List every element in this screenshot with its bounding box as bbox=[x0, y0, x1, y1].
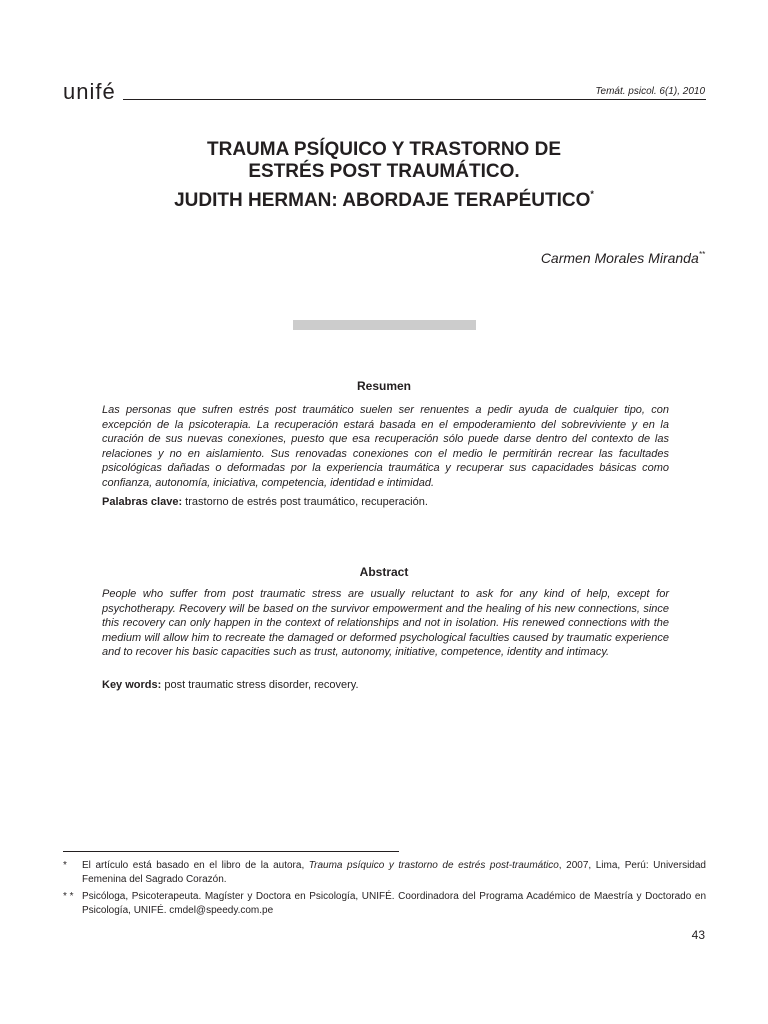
title-line-1: TRAUMA PSÍQUICO Y TRASTORNO DE bbox=[207, 139, 561, 160]
footnote-1-mark: * bbox=[63, 860, 67, 871]
footnote-1-book-title: Trauma psíquico y trastorno de estrés post-traumático bbox=[308, 860, 559, 871]
footnote-2-text: Psicóloga, Psicoterapeuta. Magíster y Doctora en Psicología, UNIFÉ. Coordinadora del Programa Académico de Maestría y Doctorado en Psicología, UNIFÉ. cmdel@speedy.com.pe bbox=[82, 891, 706, 916]
resumen-keywords-label: Palabras clave: bbox=[102, 496, 183, 508]
author-name bbox=[541, 250, 705, 266]
title-footnote-mark: * bbox=[590, 189, 594, 199]
title-line-2: ESTRÉS POST TRAUMÁTICO. bbox=[248, 161, 520, 182]
author-footnote-mark: ** bbox=[698, 250, 705, 259]
resumen-text: Las personas que sufren estrés post traumático suelen ser renuentes a pedir ayuda de cualquier tipo, con excepción de la psicoterapia. La recuperación estará basada en el empoderamiento del sobreviviente y en la curación de sus nuevas conexiones, puesto que esa recuperación sólo puede darse dentro del contexto de las relaciones y no en aislamiento. Sus renovadas conexiones con el medio le permitirán recrear las facultades psicológicas dañadas o deformadas por la experiencia traumática y recuperar sus capacidades básicas como confianza, autonomía, iniciativa, competencia, identidad e intimidad. bbox=[102, 404, 669, 489]
article-title bbox=[120, 139, 648, 212]
title-line-3 bbox=[120, 183, 648, 212]
abstract-keywords-text: post traumatic stress disorder, recovery. bbox=[161, 679, 359, 691]
footnote-1-text bbox=[82, 859, 706, 887]
abstract-keywords-label: Key words: bbox=[102, 679, 162, 691]
footnote-2 bbox=[63, 890, 706, 918]
author-name-text: Carmen Morales Miranda bbox=[540, 250, 699, 266]
abstract-heading: Abstract bbox=[359, 565, 409, 579]
footnote-rule bbox=[63, 851, 399, 852]
abstract-keywords bbox=[102, 679, 359, 691]
abstract-text: People who suffer from post traumatic stress are usually reluctant to ask for any kind of help, except for psychotherapy. Recovery will be based on the survivor empowerment and the healing of his new connections, since this recovery can only happen in the context of relationships and not in isolation. His renewed connections with the medium will allow him to recreate the damaged or deformed psychological faculties caused by traumatic experience and to recover his basic capacities such as trust, autonomy, initiative, competence, identity and intimacy. bbox=[102, 588, 669, 658]
resumen-keywords-text: trastorno de estrés post traumático, recuperación. bbox=[182, 496, 428, 508]
page-number: 43 bbox=[691, 928, 705, 942]
resumen-keywords bbox=[102, 496, 428, 508]
footnote-2-mark: * * bbox=[63, 891, 74, 902]
journal-logo: unifé bbox=[63, 79, 116, 104]
header-rule bbox=[123, 99, 706, 100]
footnote-1 bbox=[63, 859, 706, 887]
resumen-heading: Resumen bbox=[356, 379, 412, 393]
decorative-divider-bar bbox=[293, 320, 476, 330]
title-line-3-text: JUDITH HERMAN: ABORDAJE TERAPÉUTICO bbox=[174, 190, 591, 211]
footnote-1-text-before: El artículo está basado en el libro de la autora, bbox=[82, 860, 309, 871]
footnote-1-text-after: , 2007, Lima, Perú: Universidad Femenina del Sagrado Corazón. bbox=[82, 860, 706, 885]
journal-reference: Temát. psicol. 6(1), 2010 bbox=[595, 86, 705, 97]
